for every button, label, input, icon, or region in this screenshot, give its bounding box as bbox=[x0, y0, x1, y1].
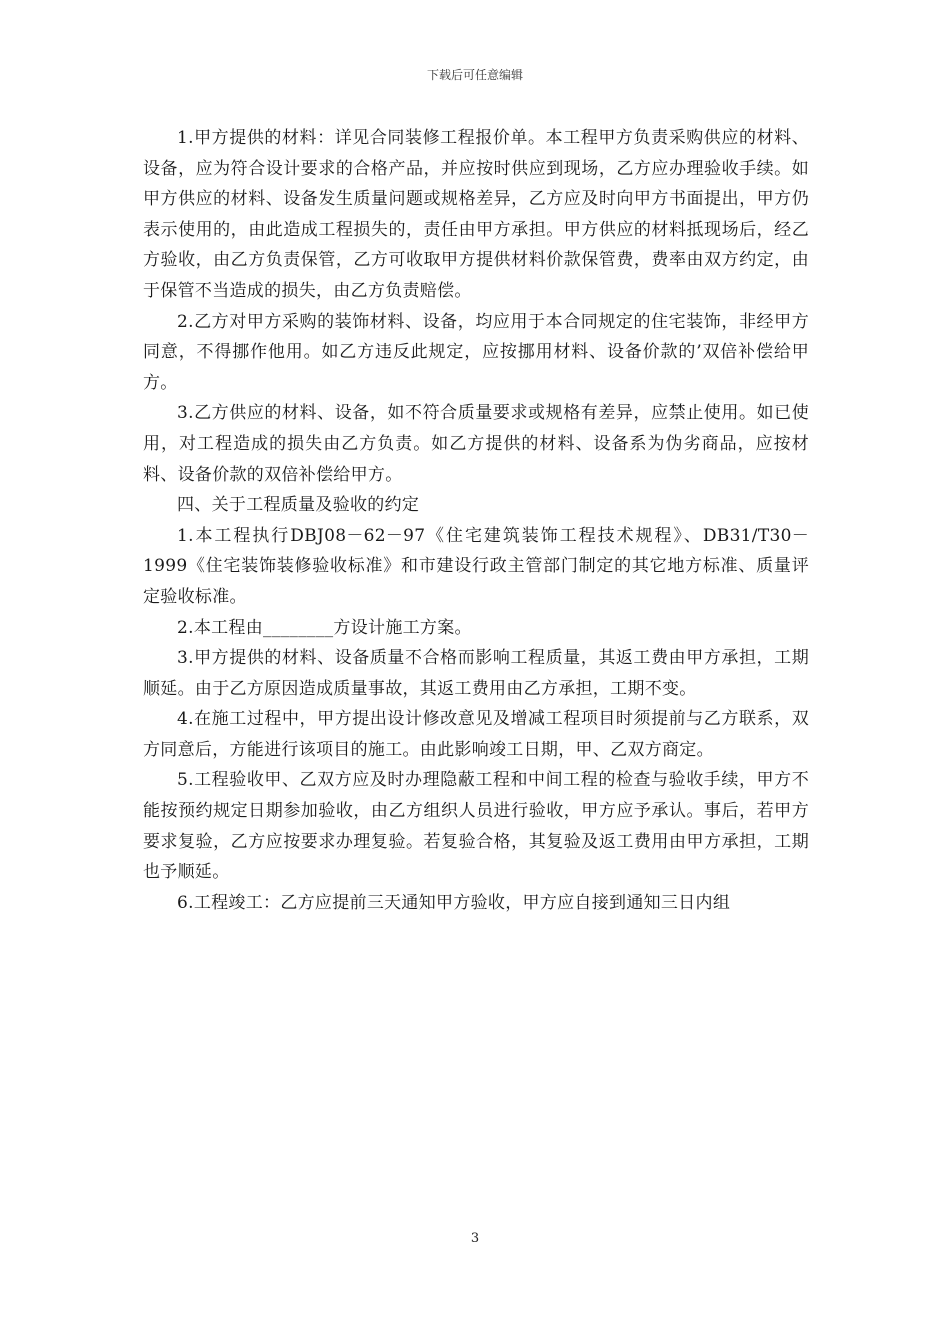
document-body bbox=[143, 123, 809, 918]
paragraph-1: 1.甲方提供的材料：详见合同装修工程报价单。本工程甲方负责采购供应的材料、设备，应为符合设计要求的合格产品，并应按时供应到现场，乙方应办理验收手续。如甲方供应的材料、设备发生质量问题或规格差异，乙方应及时向甲方书面提出，甲方仍表示使用的，由此造成工程损失的，责任由甲方承担。甲方供应的材料抵现场后，经乙方验收，由乙方负责保管，乙方可收取甲方提供材料价款保管费，费率由双方约定，由于保管不当造成的损失，由乙方负责赔偿。 bbox=[143, 128, 809, 301]
paragraph-9: 6.工程竣工：乙方应提前三天通知甲方验收，甲方应自接到通知三日内组 bbox=[177, 892, 731, 913]
paragraph-4: 1.本工程执行DBJ08－62－97《住宅建筑装饰工程技术规程》、DB31/T30－1999《住宅装饰装修验收标准》和市建设行政主管部门制定的其它地方标准、质量评定验收标准。 bbox=[143, 525, 809, 607]
section-heading: 四、关于工程质量及验收的约定 bbox=[177, 495, 420, 516]
paragraph-2: 2.乙方对甲方采购的装饰材料、设备，均应用于本合同规定的住宅装饰，非经甲方同意，不得挪作他用。如乙方违反此规定，应按挪用材料、设备价款的’双倍补偿给甲方。 bbox=[143, 311, 809, 393]
page-number: 3 bbox=[470, 1231, 480, 1246]
paragraph-3: 3.乙方供应的材料、设备，如不符合质量要求或规格有差异，应禁止使用。如已使用，对工程造成的损失由乙方负责。如乙方提供的材料、设备系为伪劣商品，应按材料、设备价款的双倍补偿给甲方。 bbox=[143, 403, 809, 485]
paragraph-8: 5.工程验收甲、乙双方应及时办理隐蔽工程和中间工程的检查与验收手续，甲方不能按预约规定日期参加验收，由乙方组织人员进行验收，甲方应予承认。事后，若甲方要求复验，乙方应按要求办理复验。若复验合格，其复验及返工费用由甲方承担，工期也予顺延。 bbox=[143, 770, 809, 883]
paragraph-6: 3.甲方提供的材料、设备质量不合格而影响工程质量，其返工费由甲方承担，工期顺延。由于乙方原因造成质量事故，其返工费用由乙方承担，工期不变。 bbox=[143, 648, 809, 699]
page-header: 下载后可任意编辑 bbox=[426, 68, 523, 82]
paragraph-5: 2.本工程由________方设计施工方案。 bbox=[177, 617, 472, 638]
paragraph-7: 4.在施工过程中，甲方提出设计修改意见及增减工程项目时须提前与乙方联系，双方同意后，方能进行该项目的施工。由此影响竣工日期，甲、乙双方商定。 bbox=[143, 709, 809, 760]
